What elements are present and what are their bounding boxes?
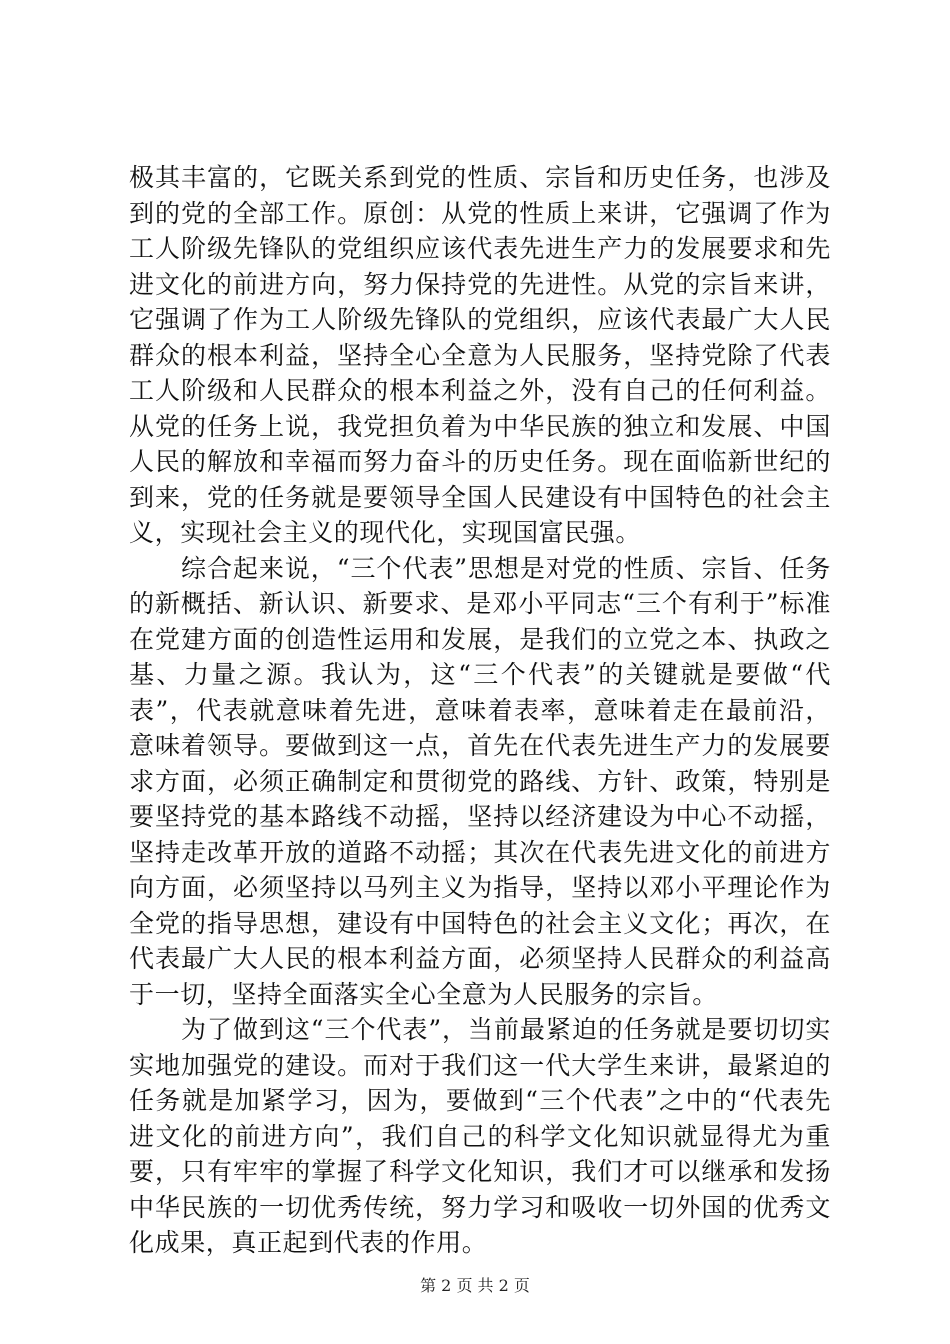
paragraph-1: 极其丰富的，它既关系到党的性质、宗旨和历史任务，也涉及到的党的全部工作。原创：从党的性质上来讲，它强调了作为工人阶级先锋队的党组织应该代表先进生产力的发展要求和先进文化的前进方向，努力保持党的先进性。从党的宗旨来讲，它强调了作为工人阶级先锋队的党组织，应该代表最广大人民群众的根本利益，坚持全心全意为人民服务，坚持党除了代表工人阶级和人民群众的根本利益之外，没有自己的任何利益。从党的任务上说，我党担负着为中华民族的独立和发展、中国人民的解放和幸福而努力奋斗的历史任务。现在面临新世纪的到来，党的任务就是要领导全国人民建设有中国特色的社会主义，实现社会主义的现代化，实现国富民强。 — [129, 163, 831, 547]
page-number-footer: 第 2 页 共 2 页 — [420, 1276, 530, 1295]
paragraph-2: 综合起来说，“三个代表”思想是对党的性质、宗旨、任务的新概括、新认识、新要求、是邓小平同志“三个有利于”标准在党建方面的创造性运用和发展，是我们的立党之本、执政之基、力量之源。我认为，这“三个代表”的关键就是要做“代表”，代表就意味着先进，意味着表率，意味着走在最前沿，意味着领导。要做到这一点，首先在代表先进生产力的发展要求方面，必须正确制定和贯彻党的路线、方针、政策，特别是要坚持党的基本路线不动摇，坚持以经济建设为中心不动摇，坚持走改革开放的道路不动摇；其次在代表先进文化的前进方向方面，必须坚持以马列主义为指导，坚持以邓小平理论作为全党的指导思想，建设有中国特色的社会主义文化；再次，在代表最广大人民的根本利益方面，必须坚持人民群众的利益高于一切，坚持全面落实全心全意为人民服务的宗旨。 — [129, 553, 831, 1009]
document-body — [129, 160, 831, 1261]
paragraph-3: 为了做到这“三个代表”，当前最紧迫的任务就是要切切实实地加强党的建设。而对于我们这一代大学生来讲，最紧迫的任务就是加紧学习，因为，要做到“三个代表”之中的“代表先进文化的前进方向”，我们自己的科学文化知识就显得尤为重要，只有牢牢的掌握了科学文化知识，我们才可以继承和发扬中华民族的一切优秀传统，努力学习和吸收一切外国的优秀文化成果，真正起到代表的作用。 — [129, 1015, 831, 1257]
